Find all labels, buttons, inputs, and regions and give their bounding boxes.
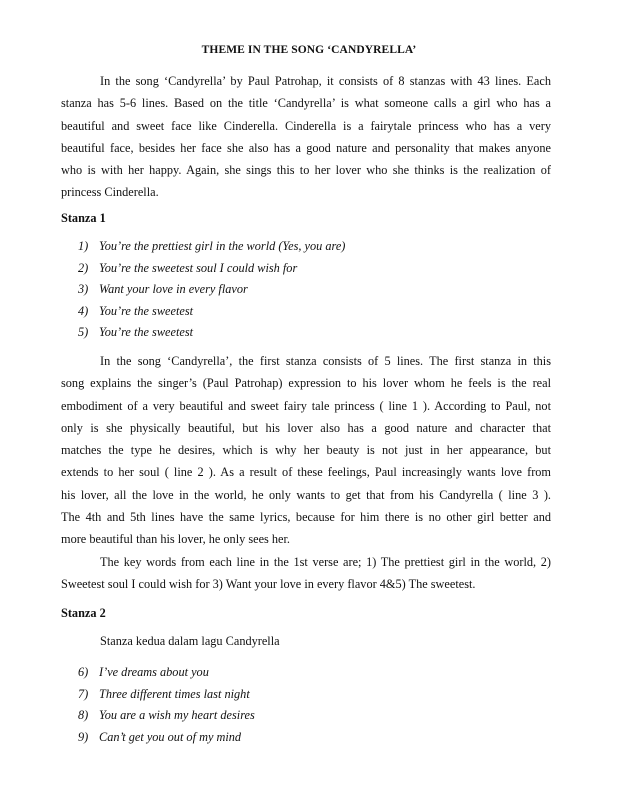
lyric-text: Three different times last night (99, 686, 250, 701)
lyric-number: 5) (78, 325, 89, 339)
text-line: beautiful face, besides her face she also has a good nature and personality that makes anyone (61, 140, 551, 155)
lyric-text: You’re the prettiest girl in the world (Yes, you are) (99, 239, 346, 253)
lyric-text: You are a wish my heart desires (99, 708, 255, 722)
text-line: song explains the singer’s (Paul Patrohap) expression to his lover whom he feels is the real (61, 376, 551, 391)
stanza-1-analysis (61, 350, 551, 551)
text-line: stanza has 5-6 lines. Based on the title ‘Candyrella’ is what someone calls a girl who has a (61, 96, 551, 111)
lyric-text: Want your love in every flavor (99, 282, 248, 296)
stanza-2-subtitle: Stanza kedua dalam lagu Candyrella (100, 634, 280, 648)
text-line: princess Cinderella. (61, 185, 159, 200)
stanza-1-heading: Stanza 1 (61, 211, 106, 225)
text-line: The 4th and 5th lines have the same lyrics, because for him there is no other girl better and (61, 510, 551, 525)
text-line: more beautiful than his lover, he only sees her. (61, 532, 290, 547)
stanza-2-lyrics (78, 665, 255, 751)
stanza-1-keywords (61, 551, 551, 596)
lyric-text: I’ve dreams about you (99, 665, 209, 679)
lyric-number: 8) (78, 708, 89, 722)
lyric-number: 3) (78, 282, 89, 296)
stanza-1-lyrics (78, 239, 345, 347)
text-line: his lover, all the love in the world, he only wants to get that from his Candyrella ( line 3 ). (61, 487, 551, 502)
lyric-text: You’re the sweetest (99, 303, 194, 318)
lyric-number: 6) (78, 665, 89, 679)
lyric-line (78, 282, 345, 304)
lyric-number: 1) (78, 239, 89, 253)
text-line: extends to her soul ( line 2 ). As a result of these feelings, Paul increasingly wants love from (61, 465, 551, 480)
lyric-number: 2) (78, 260, 89, 275)
text-line: The key words from each line in the 1st verse are; 1) The prettiest girl in the world, 2) (100, 555, 551, 569)
lyric-line (78, 687, 255, 709)
lyric-line (78, 730, 255, 752)
text-line: matches the type he desires, which is why her beauty is not just in her appearance, but (61, 443, 551, 458)
text-line: who is with her happy. Again, she sings this to her lover who she thinks is the realization of (61, 163, 551, 178)
text-line: beautiful and sweet face like Cinderella. Cinderella is a fairytale princess who has a very (61, 118, 551, 133)
lyric-line (78, 325, 345, 347)
intro-paragraph (61, 70, 551, 204)
page-title: THEME IN THE SONG ‘CANDYRELLA’ (201, 44, 417, 56)
text-line: In the song ‘Candyrella’, the first stanza consists of 5 lines. The first stanza in this (100, 354, 551, 368)
lyric-number: 9) (78, 729, 89, 744)
text-line: Sweetest soul I could wish for 3) Want your love in every flavor 4&5) The sweetest. (61, 577, 476, 592)
lyric-line (78, 708, 255, 730)
lyric-line (78, 239, 345, 261)
text-line: In the song ‘Candyrella’ by Paul Patrohap, it consists of 8 stanzas with 43 lines. Each (100, 74, 551, 88)
text-line: only is she physically beautiful, but his lover also has a good nature and character that (61, 420, 551, 435)
lyric-number: 4) (78, 303, 89, 318)
lyric-number: 7) (78, 686, 89, 701)
lyric-line (78, 304, 345, 326)
lyric-text: You’re the sweetest soul I could wish for (99, 260, 298, 275)
lyric-text: You’re the sweetest (99, 325, 194, 339)
lyric-line (78, 665, 255, 687)
lyric-text: Can’t get you out of my mind (99, 729, 242, 744)
stanza-2-heading: Stanza 2 (61, 606, 106, 620)
text-line: embodiment of a very beautiful and sweet fairy tale princess ( line 1 ). According to Paul, not (61, 398, 551, 413)
lyric-line (78, 261, 345, 283)
